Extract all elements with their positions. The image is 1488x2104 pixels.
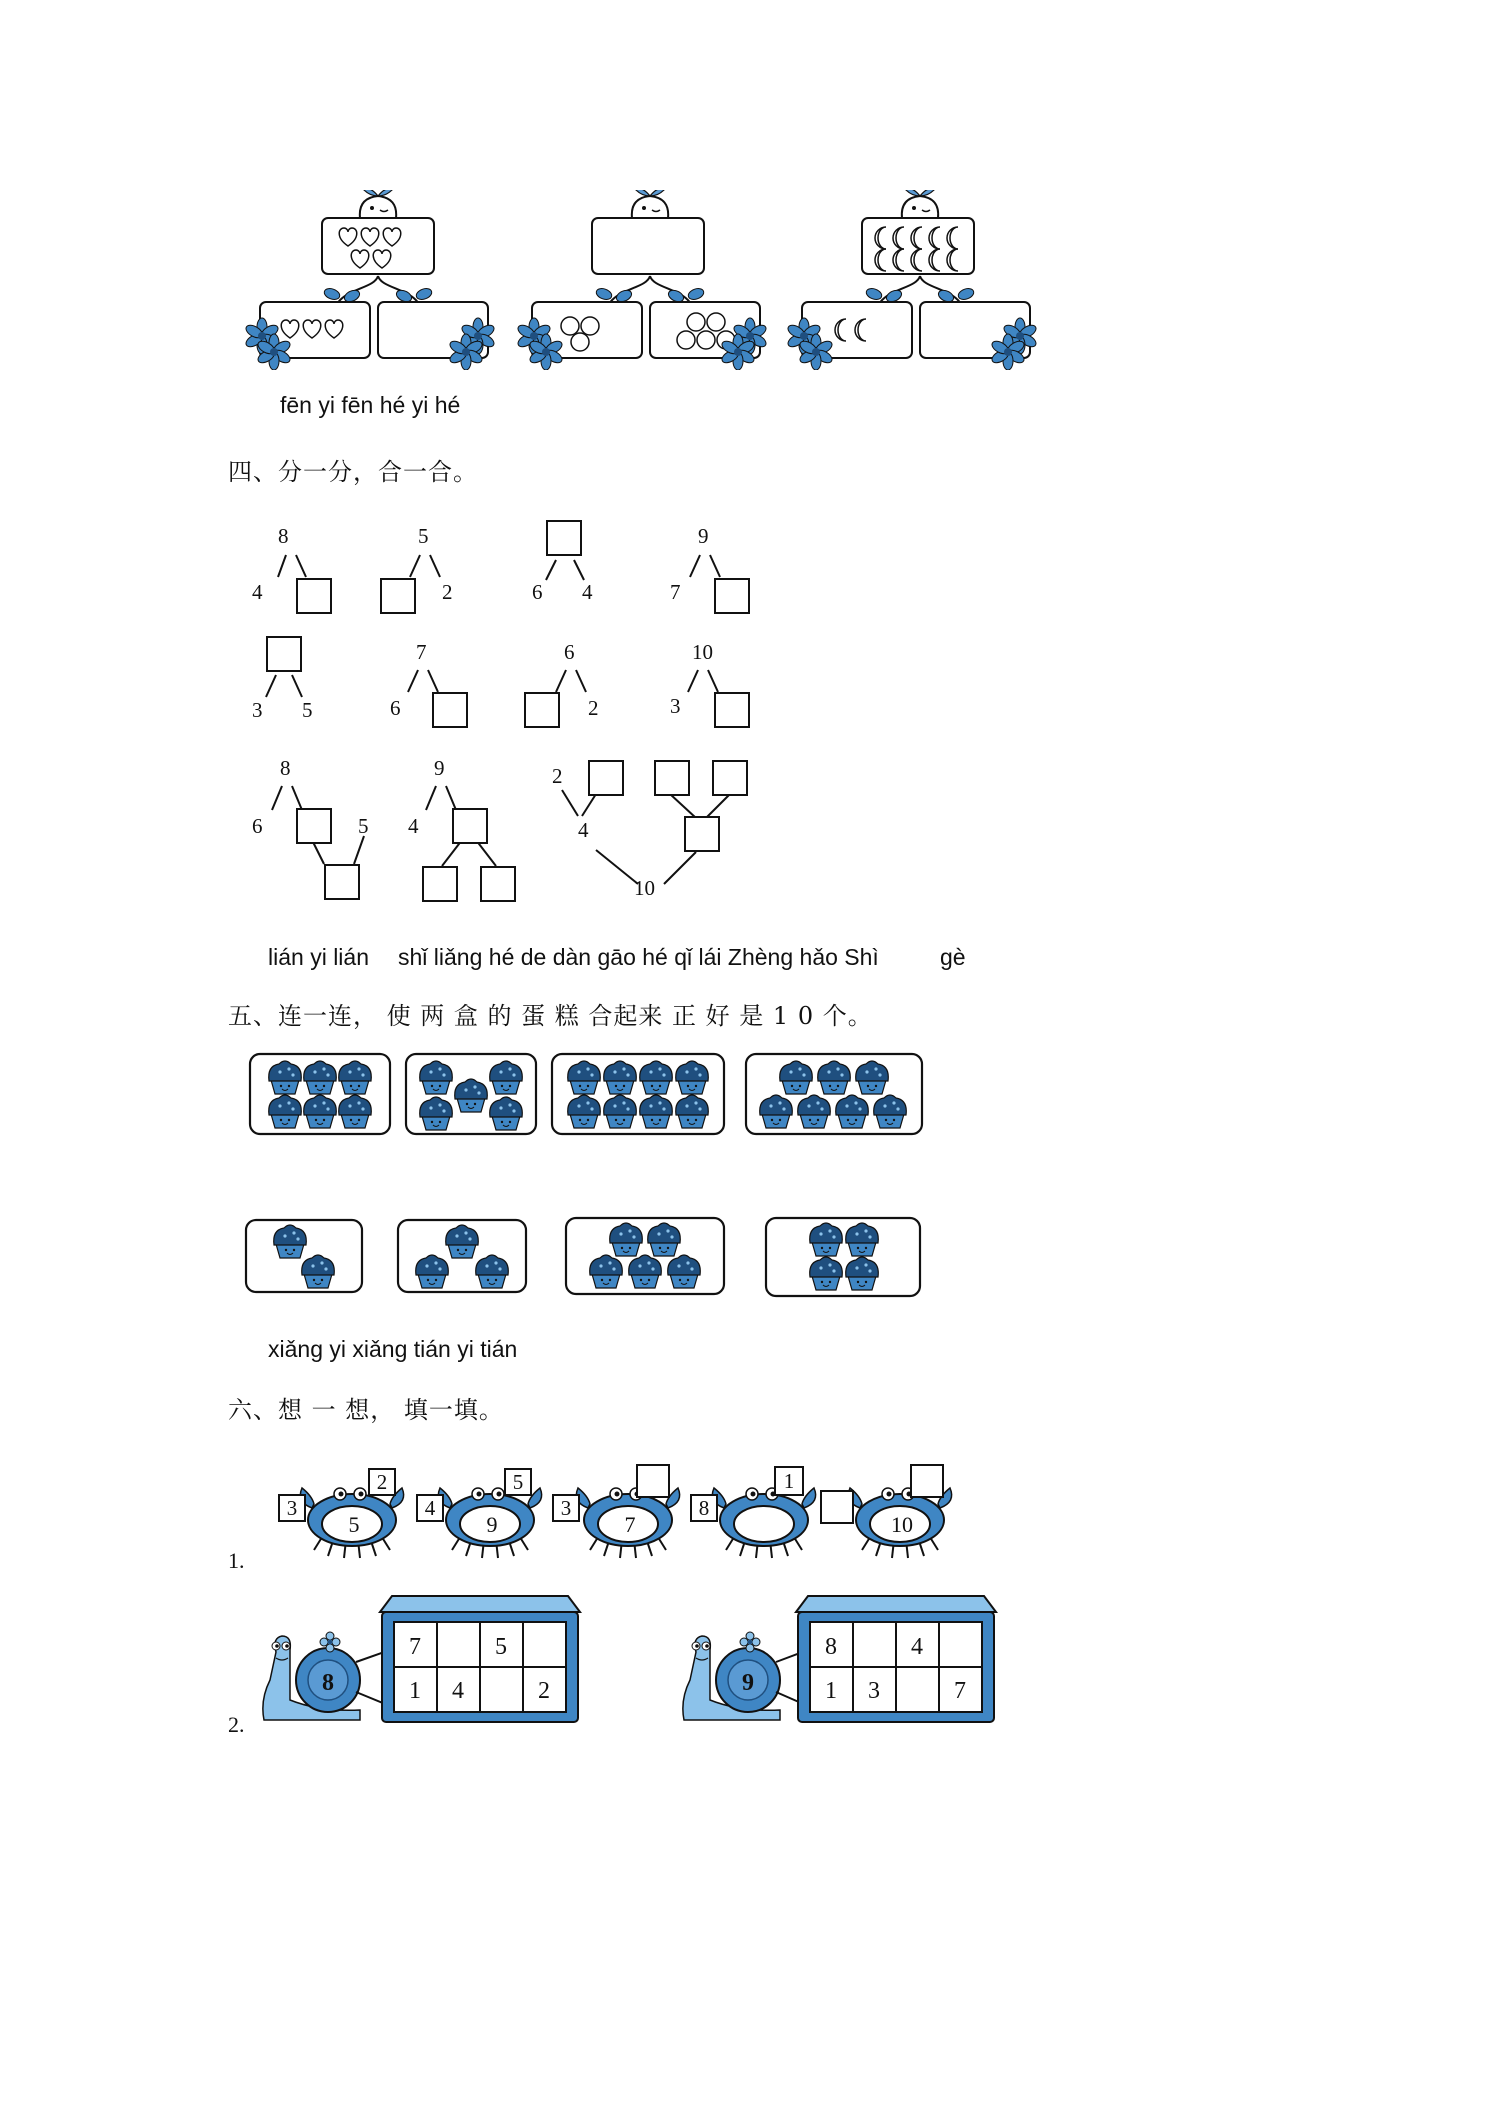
snail1-cell-b1: 4 bbox=[452, 1678, 464, 1704]
bond10-top: 9 bbox=[434, 756, 445, 780]
bond6-answer-box[interactable] bbox=[432, 692, 468, 728]
crab1-right-box[interactable]: 2 bbox=[368, 1468, 396, 1496]
snail1-cell-t0: 7 bbox=[409, 1634, 421, 1660]
snail1-cell-b0: 1 bbox=[409, 1678, 421, 1704]
cake-box-5b bbox=[566, 1218, 724, 1294]
bond2-top: 5 bbox=[418, 524, 429, 548]
crab5-left-box[interactable] bbox=[820, 1490, 854, 1524]
bond3-left: 6 bbox=[532, 580, 543, 604]
bond9-top: 8 bbox=[280, 756, 291, 780]
bond11-top-right-box[interactable] bbox=[712, 760, 748, 796]
bond1-left: 4 bbox=[252, 580, 263, 604]
cake-box-8 bbox=[552, 1054, 724, 1134]
bond10-left: 4 bbox=[408, 814, 419, 838]
bond1-answer-box[interactable] bbox=[296, 578, 332, 614]
bond3-answer-box[interactable] bbox=[546, 520, 582, 556]
snail2-cell-t2: 4 bbox=[911, 1634, 923, 1660]
crab1-body-text: 5 bbox=[348, 1512, 360, 1537]
section4-pinyin: fēn yi fēn hé yi hé bbox=[280, 392, 461, 418]
section5-pinyin-b: shǐ liǎng hé de dàn gāo hé qǐ lái Zhèng hǎo Shì bbox=[398, 944, 879, 970]
bond5-right: 5 bbox=[302, 698, 313, 722]
snail2-cell-b0: 1 bbox=[825, 1678, 837, 1704]
section5-pinyin-a: lián yi lián bbox=[268, 944, 369, 970]
bond11-four: 4 bbox=[578, 818, 589, 842]
bond10-bottom-left-box[interactable] bbox=[422, 866, 458, 902]
bond1-top: 8 bbox=[278, 524, 289, 548]
cake-boxes bbox=[240, 1050, 940, 1310]
section6-title: 六、想 一 想， 填一填。 bbox=[228, 1396, 504, 1424]
bond5-answer-box[interactable] bbox=[266, 636, 302, 672]
bond9-middle-box[interactable] bbox=[296, 808, 332, 844]
cake-box-6 bbox=[250, 1054, 390, 1134]
bond4-left: 7 bbox=[670, 580, 681, 604]
snail2-shell-text: 9 bbox=[742, 1670, 754, 1696]
snail1-cell-t2: 5 bbox=[495, 1634, 507, 1660]
crab3-body-text: 7 bbox=[624, 1512, 636, 1537]
bond8-top: 10 bbox=[692, 640, 713, 664]
crab1-left-box[interactable]: 3 bbox=[278, 1494, 306, 1522]
bond3-right: 4 bbox=[582, 580, 593, 604]
bond7-answer-box[interactable] bbox=[524, 692, 560, 728]
bond11-ten: 10 bbox=[634, 876, 655, 900]
bond7-top: 6 bbox=[564, 640, 575, 664]
bond11-two: 2 bbox=[552, 764, 563, 788]
question2-label: 2. bbox=[228, 1712, 245, 1737]
crab5-body-text: 10 bbox=[891, 1512, 913, 1537]
crab2-left-box[interactable]: 4 bbox=[416, 1494, 444, 1522]
bond2-answer-box[interactable] bbox=[380, 578, 416, 614]
crab5-right-box[interactable] bbox=[910, 1464, 944, 1498]
bond7-right: 2 bbox=[588, 696, 599, 720]
bond11-top-box[interactable] bbox=[588, 760, 624, 796]
snail2-cell-t0: 8 bbox=[825, 1634, 837, 1660]
snail1-shell-text: 8 bbox=[322, 1670, 334, 1696]
section5-pinyin-c: gè bbox=[940, 944, 966, 970]
cake-box-3 bbox=[398, 1220, 526, 1292]
section5-title: 五、连一连， 使 两 盒 的 蛋 糕 合起来 正 好 是 1 0 个。 bbox=[228, 1002, 873, 1030]
snail2-cell-b3: 7 bbox=[954, 1678, 966, 1704]
crab4-left-box[interactable]: 8 bbox=[690, 1494, 718, 1522]
question1-label: 1. bbox=[228, 1548, 245, 1573]
bond9-right: 5 bbox=[358, 814, 369, 838]
bond4-top: 9 bbox=[698, 524, 709, 548]
bond6-left: 6 bbox=[390, 696, 401, 720]
bond8-answer-box[interactable] bbox=[714, 692, 750, 728]
bond10-middle-box[interactable] bbox=[452, 808, 488, 844]
bond11-top-mid-box[interactable] bbox=[654, 760, 690, 796]
bond5-left: 3 bbox=[252, 698, 263, 722]
bond9-left: 6 bbox=[252, 814, 263, 838]
section6-pinyin: xiǎng yi xiǎng tián yi tián bbox=[268, 1336, 518, 1362]
cake-box-7 bbox=[746, 1054, 922, 1134]
snail1-cell-b3: 2 bbox=[538, 1678, 550, 1704]
bond2-right: 2 bbox=[442, 580, 453, 604]
bond9-bottom-box[interactable] bbox=[324, 864, 360, 900]
snail-houses bbox=[0, 1590, 1000, 1750]
crab3-left-box[interactable]: 3 bbox=[552, 1494, 580, 1522]
bond4-answer-box[interactable] bbox=[714, 578, 750, 614]
bond10-bottom-right-box[interactable] bbox=[480, 866, 516, 902]
crab3-right-box[interactable] bbox=[636, 1464, 670, 1498]
crab4-right-box[interactable]: 1 bbox=[774, 1466, 804, 1496]
bond6-top: 7 bbox=[416, 640, 427, 664]
number-bond-lines bbox=[0, 0, 1488, 960]
cake-box-2 bbox=[246, 1220, 362, 1292]
bond11-middle-box[interactable] bbox=[684, 816, 720, 852]
section4-title: 四、分一分，合一合。 bbox=[228, 458, 478, 486]
crab2-body-text: 9 bbox=[486, 1512, 498, 1537]
cake-box-4 bbox=[766, 1218, 920, 1296]
cake-box-5 bbox=[406, 1054, 536, 1134]
crab2-right-box[interactable]: 5 bbox=[504, 1468, 532, 1496]
bond8-left: 3 bbox=[670, 694, 681, 718]
snail2-cell-b1: 3 bbox=[868, 1678, 880, 1704]
